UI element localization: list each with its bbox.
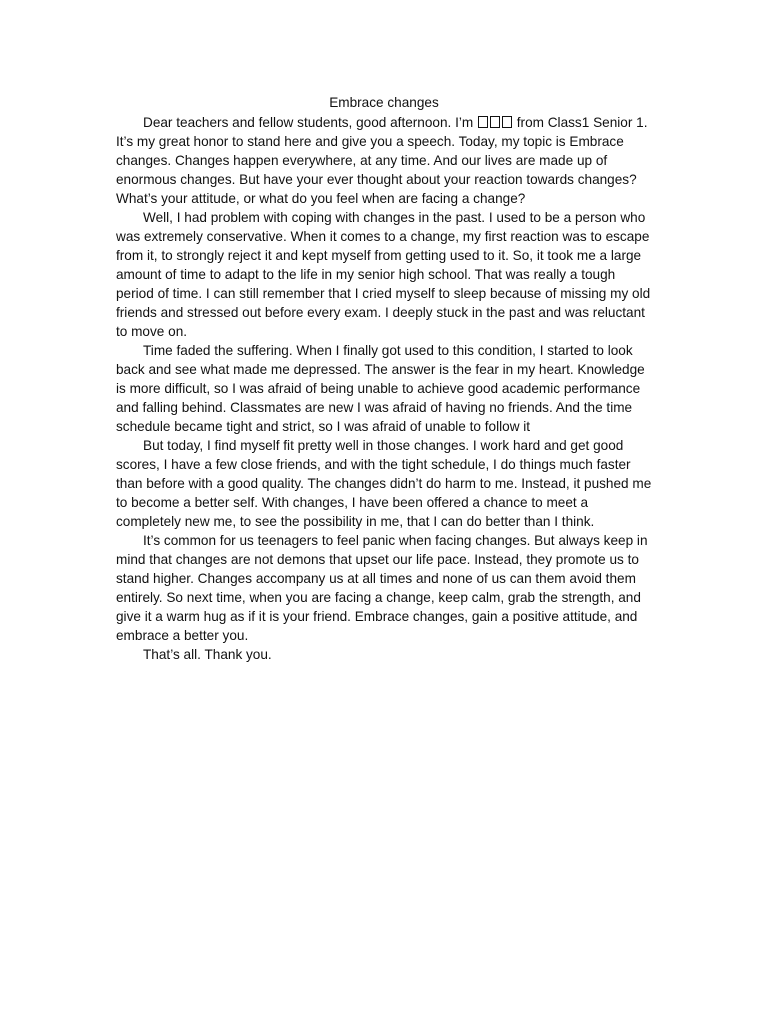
name-placeholder	[477, 115, 513, 130]
intro-text-before-name: Dear teachers and fellow students, good afternoon. I’m	[143, 115, 477, 130]
paragraph-reflection: Time faded the suffering. When I finally got used to this condition, I started to look back and see what made me depressed. The answer is the fear in my heart. Knowledge is more difficult, so I was afraid of being unable to achieve good academic performance and falling behind. Classmates are new I was afraid of having no friends. And the time schedule became tight and strict, so I was afraid of unable to follow it	[116, 343, 645, 434]
document-title: Embrace changes	[329, 95, 439, 110]
paragraph-closing: That’s all. Thank you.	[143, 647, 272, 662]
intro-text-after-name: from Class1 Senior 1. It’s my great honor to stand here and give you a speech. Today, my topic is Embrace changes. Changes happen everywhere, at any time. And our lives are made up of enormous changes. But have your ever thought about your reaction towards changes? What’s your attitude, or what do you feel when are facing a change?	[116, 115, 648, 206]
paragraph-past: Well, I had problem with coping with changes in the past. I used to be a person who was extremely conservative. When it comes to a change, my first reaction was to escape from it, to strongly reject it and kept myself from getting used to it. So, it took me a large amount of time to adapt to the life in my senior high school. That was really a tough period of time. I can still remember that I cried myself to sleep because of missing my old friends and stressed out before every exam. I deeply stuck in the past and was reluctant to move on.	[116, 210, 651, 339]
paragraph-intro	[116, 113, 652, 208]
paragraph-today: But today, I find myself fit pretty well in those changes. I work hard and get good scores, I have a few close friends, and with the tight schedule, I do things much faster than before with a good quality. The changes didn’t do harm to me. Instead, it pushed me to become a better self. With changes, I have been offered a chance to meet a completely new me, to see the possibility in me, that I can do better than I think.	[116, 438, 652, 529]
paragraph-advice: It’s common for us teenagers to feel panic when facing changes. But always keep in mind that changes are not demons that upset our life pace. Instead, they promote us to stand higher. Changes accompany us at all times and none of us can them avoid them entirely. So next time, when you are facing a change, keep calm, grab the strength, and give it a warm hug as if it is your friend. Embrace changes, gain a positive attitude, and embrace a better you.	[116, 533, 648, 643]
document-page	[116, 93, 652, 664]
